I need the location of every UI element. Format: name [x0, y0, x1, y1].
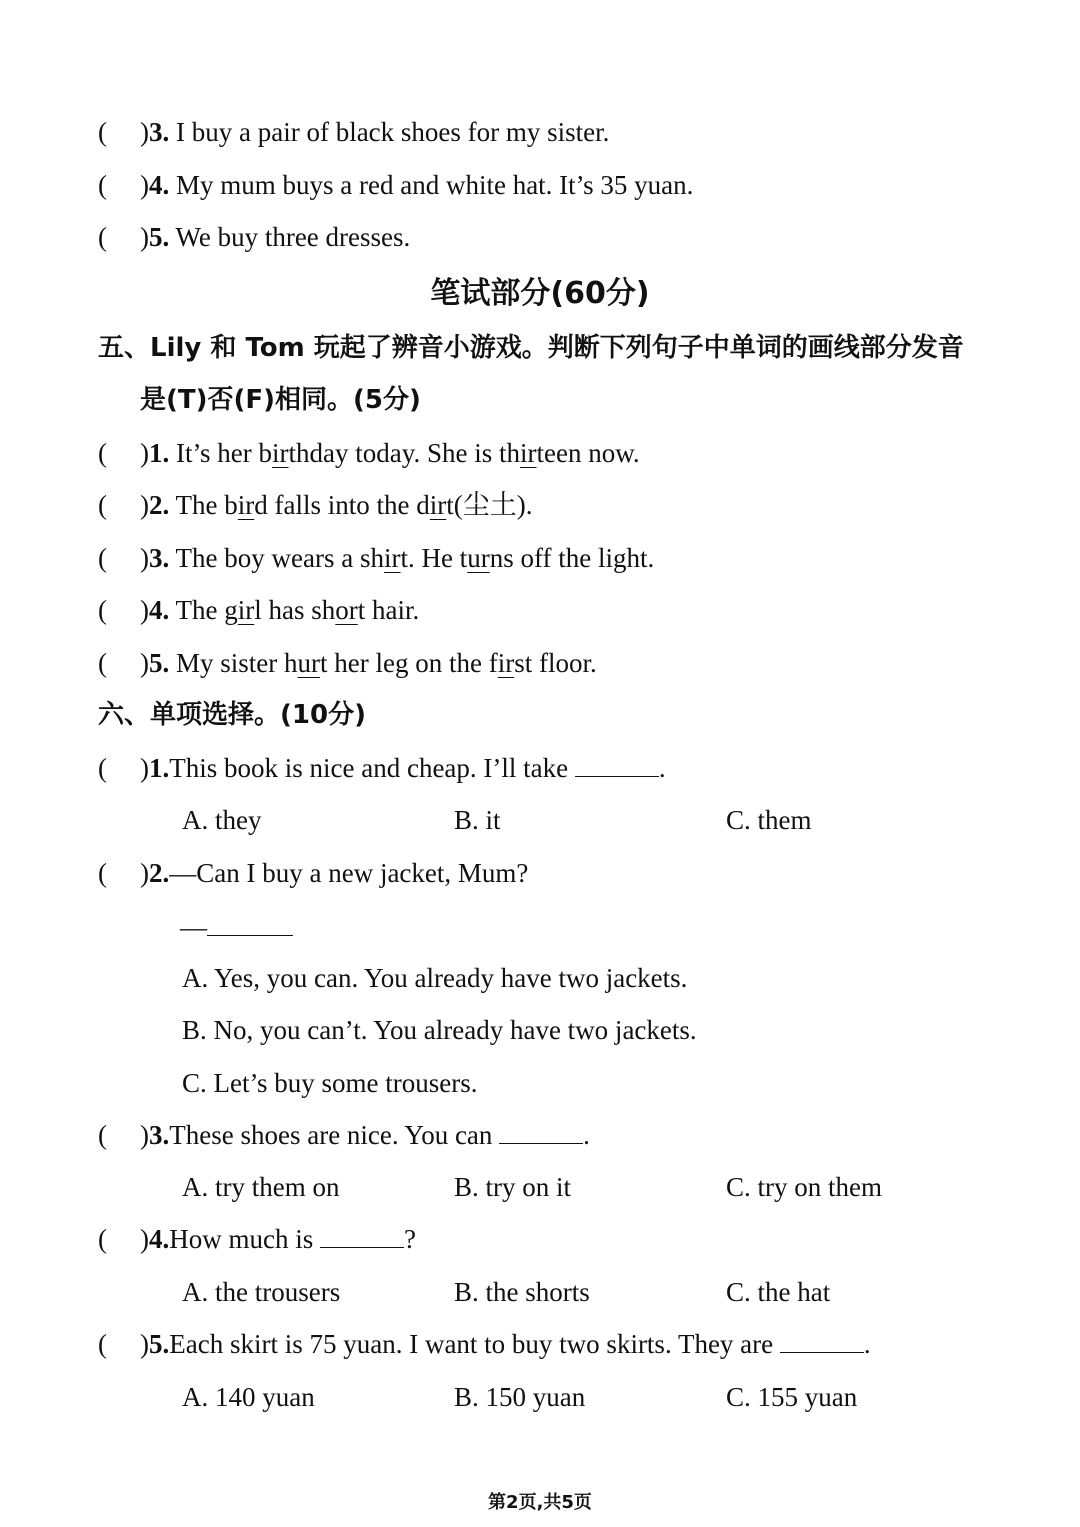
answer-blank[interactable]: [207, 905, 293, 936]
answer-paren[interactable]: (: [98, 170, 107, 200]
section5-item-5: ( )5. My sister hurt her leg on the first floor.: [98, 645, 597, 681]
option-a[interactable]: A. they: [182, 805, 262, 835]
section6-question-2: ( )2.—Can I buy a new jacket, Mum?: [98, 855, 528, 891]
listening-item-3: ( )3. I buy a pair of black shoes for my sister.: [98, 114, 609, 150]
option-c[interactable]: C. try on them: [726, 1172, 882, 1202]
underlined-part: ir: [271, 438, 289, 468]
question-stem: Each skirt is 75 yuan. I want to buy two skirts. They are: [169, 1329, 774, 1359]
question-stem: —Can I buy a new jacket, Mum?: [169, 858, 529, 888]
answer-paren[interactable]: (: [98, 117, 107, 147]
question-text: We buy three dresses.: [175, 222, 411, 252]
underlined-part: ur: [297, 648, 320, 678]
section5-title-line1: 五、Lily 和 Tom 玩起了辨音小游戏。判断下列句子中单词的画线部分发音: [98, 333, 964, 363]
question-stem: This book is nice and cheap. I’ll take: [169, 753, 569, 783]
listening-item-5: ( )5. We buy three dresses.: [98, 219, 410, 255]
option-b[interactable]: B. 150 yuan: [454, 1382, 586, 1412]
question-text: I buy a pair of black shoes for my sister.: [176, 117, 610, 147]
answer-paren[interactable]: (: [98, 1329, 107, 1359]
answer-blank[interactable]: [320, 1221, 404, 1248]
question-number: 4.: [149, 170, 170, 200]
question-number: 5.: [149, 1329, 170, 1359]
option-b[interactable]: B. try on it: [454, 1172, 572, 1202]
underlined-part: ir: [519, 438, 537, 468]
answer-paren[interactable]: (: [98, 438, 107, 468]
question-number: 3.: [149, 117, 170, 147]
option-a[interactable]: A. 140 yuan: [182, 1382, 315, 1412]
question-number: 3.: [149, 543, 170, 573]
underlined-part: ur: [467, 543, 490, 573]
option-c[interactable]: C. them: [726, 805, 812, 835]
option-b[interactable]: B. it: [454, 805, 501, 835]
question-text: My mum buys a red and white hat. It’s 35 yuan.: [176, 170, 694, 200]
question-number: 2.: [149, 858, 170, 888]
underlined-part: ir: [237, 595, 255, 625]
answer-blank[interactable]: [575, 750, 659, 777]
section6-question-4: ( )4.How much is ?: [98, 1221, 416, 1257]
option-c[interactable]: C. 155 yuan: [726, 1382, 858, 1412]
reply-dash: —: [180, 912, 207, 942]
answer-paren[interactable]: (: [98, 543, 107, 573]
option-c[interactable]: C. the hat: [726, 1277, 831, 1307]
answer-blank[interactable]: [499, 1117, 583, 1144]
option-a[interactable]: A. the trousers: [182, 1277, 341, 1307]
question-number: 4.: [149, 1224, 170, 1254]
question-number: 4.: [149, 595, 170, 625]
answer-paren[interactable]: (: [98, 858, 107, 888]
answer-blank[interactable]: [780, 1326, 864, 1353]
section6-title: 六、单项选择。(10分): [98, 700, 366, 730]
question-number: 5.: [149, 648, 170, 678]
option-b[interactable]: B. No, you can’t. You already have two jackets.: [182, 1015, 697, 1045]
option-a[interactable]: A. Yes, you can. You already have two jackets.: [182, 963, 688, 993]
question-stem: These shoes are nice. You can: [169, 1120, 493, 1150]
answer-paren[interactable]: (: [98, 1224, 107, 1254]
answer-paren[interactable]: (: [98, 648, 107, 678]
listening-item-4: ( )4. My mum buys a red and white hat. It’s 35 yuan.: [98, 167, 693, 203]
underlined-part: ir: [429, 490, 447, 520]
reply-line: [180, 905, 293, 945]
section5-item-2: ( )2. The bird falls into the dirt(尘土).: [98, 487, 532, 523]
section6-question-3: ( )3.These shoes are nice. You can .: [98, 1117, 590, 1153]
section5-item-3: ( )3. The boy wears a shirt. He turns off the light.: [98, 540, 654, 576]
option-b[interactable]: B. the shorts: [454, 1277, 590, 1307]
underlined-part: or: [335, 595, 358, 625]
section5-item-1: ( )1. It’s her birthday today. She is thirteen now.: [98, 435, 640, 471]
question-number: 3.: [149, 1120, 170, 1150]
answer-paren[interactable]: (: [98, 1120, 107, 1150]
underlined-part: ir: [237, 490, 255, 520]
section6-question-1: ( )1.This book is nice and cheap. I’ll take .: [98, 750, 666, 786]
question-number: 5.: [149, 222, 170, 252]
answer-paren[interactable]: (: [98, 595, 107, 625]
answer-paren[interactable]: (: [98, 753, 107, 783]
section6-question-5: ( )5.Each skirt is 75 yuan. I want to buy two skirts. They are .: [98, 1326, 871, 1362]
underlined-part: ir: [497, 648, 515, 678]
question-number: 1.: [149, 438, 170, 468]
answer-paren[interactable]: (: [98, 222, 107, 252]
option-a[interactable]: A. try them on: [182, 1172, 340, 1202]
question-stem: How much is: [169, 1224, 314, 1254]
question-number: 2.: [149, 490, 170, 520]
section5-item-4: ( )4. The girl has short hair.: [98, 592, 419, 628]
question-number: 1.: [149, 753, 170, 783]
section5-title-line2: 是(T)否(F)相同。(5分): [140, 385, 421, 415]
written-part-title: 笔试部分(60分): [430, 276, 650, 311]
underlined-part: ir: [383, 543, 401, 573]
option-c[interactable]: C. Let’s buy some trousers.: [182, 1068, 478, 1098]
answer-paren[interactable]: (: [98, 490, 107, 520]
page-footer: 第2页,共5页: [488, 1492, 592, 1513]
